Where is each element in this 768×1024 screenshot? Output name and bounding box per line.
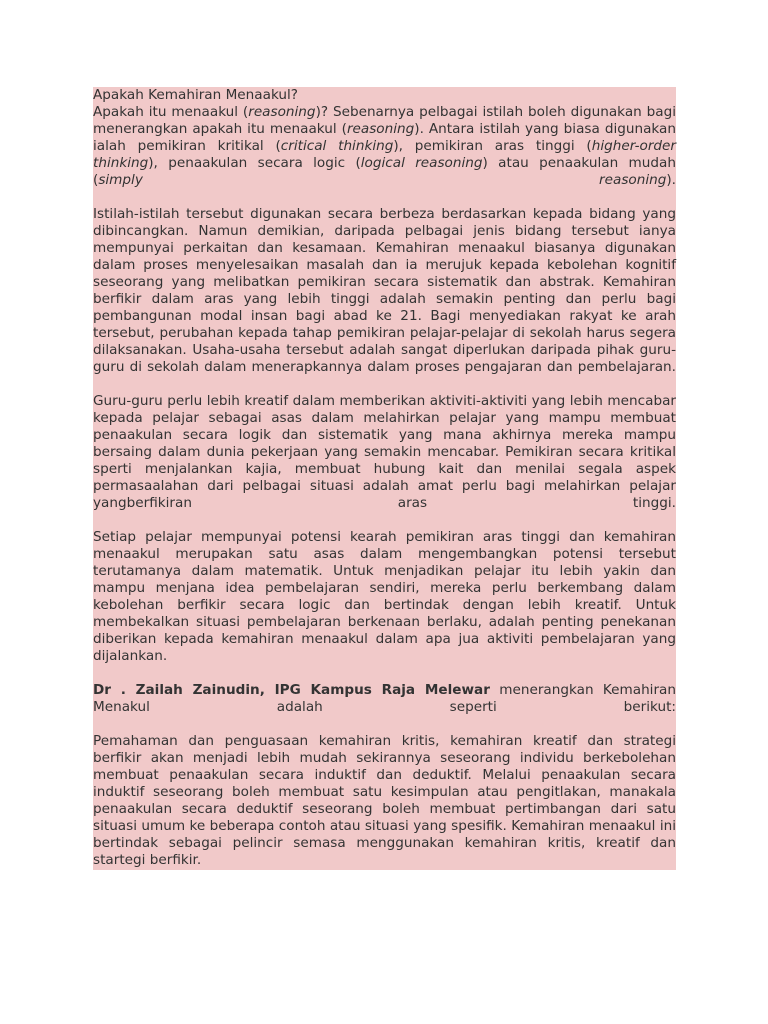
p1-text-6: ) atau penaakulan mudah ( bbox=[93, 155, 676, 188]
p1-text-4: ), pemikiran aras tinggi ( bbox=[393, 138, 592, 154]
p1-term-logical: logical reasoning bbox=[360, 155, 483, 171]
author-name: Dr . Zailah Zainudin, IPG Kampus Raja Melewar bbox=[93, 682, 490, 698]
paragraph-gap bbox=[93, 376, 676, 393]
paragraph-5 bbox=[93, 682, 676, 716]
paragraph-6: Pemahaman dan penguasaan kemahiran kritis, kemahiran kreatif dan strategi berfikir akan menjadi lebih mudah sekirannya seseorang individu berkebolehan membuat penaakulan secara induktif dan deduktif. Melalui penaakulan secara induktif seseorang boleh membuat satu kesimpulan atau pengitlakan, manakala penaakulan secara deduktif seseorang boleh membuat pertimbangan dari satu situasi umum ke beberapa contoh atau situasi yang spesifik. Kemahiran menaakul ini bertindak sebagai pelincir semasa menggunakan kemahiran kritis, kreatif dan startegi berfikir. bbox=[93, 733, 676, 868]
paragraph-2: Istilah-istilah tersebut digunakan secara berbeza berdasarkan kepada bidang yang dibincangkan. Namun demikian, daripada pelbagai jenis bidang tersebut ianya mempunyai perkaitan dan kesamaan. Kemahiran menaakul biasanya digunakan dalam proses menyelesaikan masalah dan ia merujuk kepada kebolehan kognitif seseorang yang melibatkan pemikiran secara sistematik dan abstrak. Kemahiran berfikir dalam aras yang lebih tinggi adalah semakin penting dan perlu bagi pembangunan modal insan bagi abad ke 21. Bagi menyediakan rakyat ke arah tersebut, perubahan kepada tahap pemikiran pelajar-pelajar di sekolah harus segera dilaksanakan. Usaha-usaha tersebut adalah sangat diperlukan daripada pihak guru-guru di sekolah dalam menerapkannya dalam proses pengajaran dan pembelajaran. bbox=[93, 206, 676, 375]
p1-text-3: ). Antara istilah yang biasa digunakan ialah pemikiran kritikal ( bbox=[93, 121, 676, 154]
p1-term-reasoning-2: reasoning bbox=[346, 121, 415, 137]
paragraph-gap bbox=[93, 665, 676, 682]
paragraph-3: Guru-guru perlu lebih kreatif dalam memberikan aktiviti-aktiviti yang lebih mencabar kepada pelajar sebagai asas dalam melahirkan pelajar yang mampu membuat penaakulan secara logik dan sistematik yang mana akhirnya mereka mampu bersaing dalam dunia pekerjaan yang semakin mencabar. Pemikiran secara kritikal sperti menjalankan kajia, membuat hubung kait dan menilai segala aspek permasaalahan dari pelbagai situasi adalah amat perlu bagi melahirkan pelajar yangberfikiran aras tinggi. bbox=[93, 393, 676, 511]
p1-term-reasoning-1: reasoning bbox=[248, 104, 316, 120]
article-title: Apakah Kemahiran Menaakul? bbox=[93, 87, 299, 103]
paragraph-gap bbox=[93, 716, 676, 733]
p1-text-2: )? Sebenarnya pelbagai istilah boleh digunakan bagi menerangkan apakah itu menaakul ( bbox=[93, 104, 677, 137]
p5-text: menerangkan Kemahiran Menakul adalah seperti berikut: bbox=[93, 682, 676, 715]
p1-term-critical: critical thinking bbox=[280, 138, 394, 154]
p1-text-7: ). bbox=[666, 172, 676, 188]
article-block bbox=[93, 87, 676, 870]
paragraph-4: Setiap pelajar mempunyai potensi kearah pemikiran aras tinggi dan kemahiran menaakul merupakan satu asas dalam mengembangkan potensi tersebut terutamanya dalam matematik. Untuk menjadikan pelajar itu lebih yakin dan mampu menjana idea pembelajaran sendiri, mereka perlu berkembang dalam kebolehan berfikir secara logic dan bertindak dengan lebih kreatif. Untuk membekalkan situasi pembelajaran berkenaan berlaku, adalah penting penekanan diberikan kepada kemahiran menaakul dalam apa jua aktiviti pembelajaran yang dijalankan. bbox=[93, 529, 676, 664]
p1-text-5: ), penaakulan secara logic ( bbox=[148, 155, 361, 171]
p1-text-1: Apakah itu menaakul ( bbox=[93, 104, 249, 120]
p1-term-higher: higher-order thinking bbox=[93, 138, 676, 171]
paragraph-gap bbox=[93, 512, 676, 529]
p1-term-simply: simply reasoning bbox=[98, 172, 667, 188]
paragraph-gap bbox=[93, 189, 676, 206]
paragraph-1 bbox=[93, 104, 676, 189]
